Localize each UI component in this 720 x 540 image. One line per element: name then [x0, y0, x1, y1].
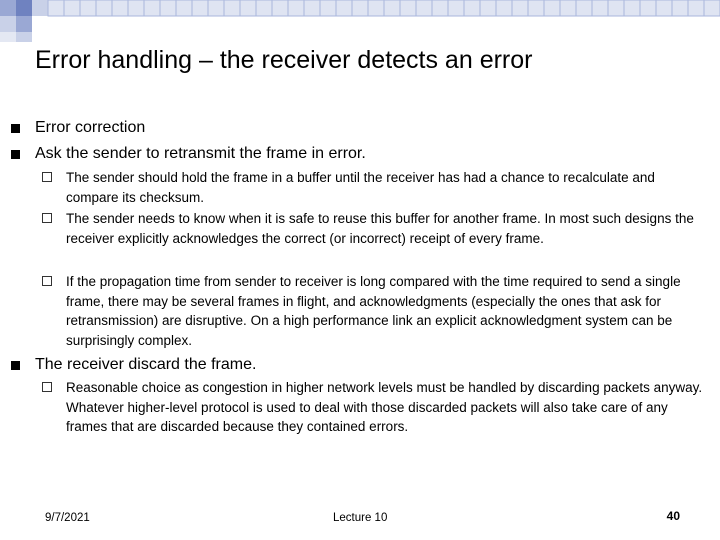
sub-bullet-hollow-square-icon [42, 172, 52, 182]
bullet-text: Ask the sender to retransmit the frame in error. [35, 145, 366, 162]
header-grid-strip [48, 0, 720, 16]
header-decoration [0, 0, 720, 46]
bullet-square-icon [11, 124, 20, 133]
sub-bullet-hollow-square-icon [42, 276, 52, 286]
sub-bullet-text: Reasonable choice as congestion in higher network levels must be handled by discarding packets anyway. Whatever higher-level protocol is used to deal with those discarded packets will also take care of any frames that are discarded because they contained errors. [66, 380, 703, 434]
footer-date: 9/7/2021 [45, 512, 90, 524]
sub-bullet-text: The sender needs to know when it is safe to reuse this buffer for another frame. In most such designs the receiver explicitly acknowledges the correct (or incorrect) receipt of every frame. [66, 211, 694, 246]
bullet-square-icon [11, 361, 20, 370]
bullet-text: The receiver discard the frame. [35, 356, 257, 373]
bullet-text: Error correction [35, 119, 146, 136]
footer-page-number: 40 [666, 509, 680, 523]
sub-bullet-hollow-square-icon [42, 382, 52, 392]
footer-lecture: Lecture 10 [333, 512, 388, 524]
slide-title: Error handling – the receiver detects an error [35, 46, 533, 74]
sub-bullet-text: If the propagation time from sender to receiver is long compared with the time required to send a single frame, there may be several frames in flight, and acknowledgments (especially the ones that ask for retransmission) are disruptive. On a high performance link an explicit acknowledgment system can be surprisingly complex. [66, 274, 681, 348]
sub-bullet-hollow-square-icon [42, 213, 52, 223]
bullet-square-icon [11, 150, 20, 159]
sub-bullet-text: The sender should hold the frame in a buffer until the receiver has had a chance to recalculate and compare its checksum. [66, 170, 655, 205]
